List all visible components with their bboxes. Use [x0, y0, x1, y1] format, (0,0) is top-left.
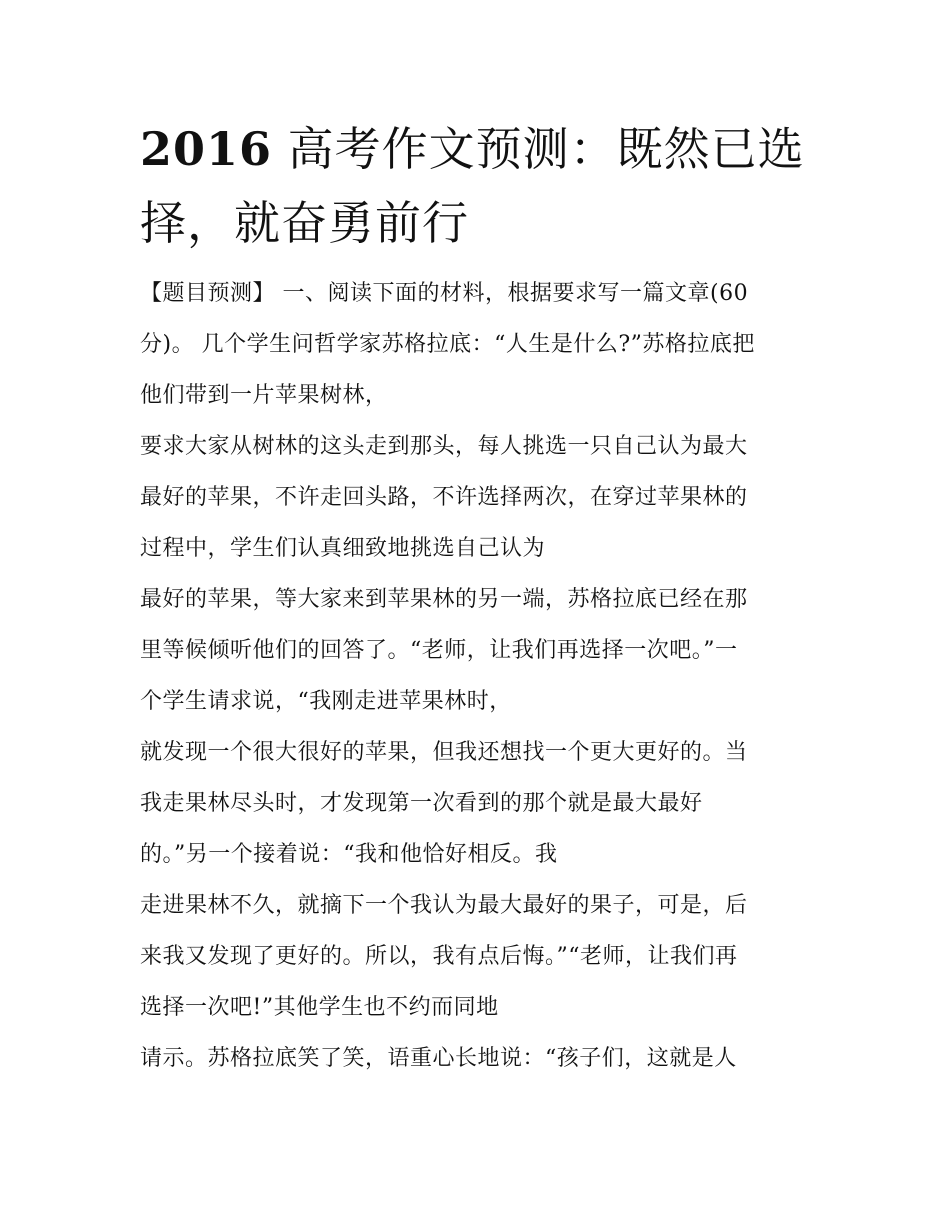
- body-line: 【题目预测】 一、阅读下面的材料，根据要求写一篇文章(60: [140, 281, 749, 306]
- body-line: 最好的苹果，不许走回头路，不许选择两次，在穿过苹果林的: [140, 485, 748, 510]
- body-line: 最好的苹果，等大家来到苹果林的另一端，苏格拉底已经在那: [140, 587, 748, 612]
- document-body: [140, 268, 812, 1084]
- body-line: 过程中，学生们认真细致地挑选自己认为: [140, 536, 546, 561]
- body-line: 分)。 几个学生问哲学家苏格拉底：“人生是什么?”苏格拉底把: [140, 332, 755, 357]
- body-line: 选择一次吧!”其他学生也不约而同地: [140, 995, 499, 1020]
- body-line: 里等候倾听他们的回答了。“老师，让我们再选择一次吧。”一: [140, 638, 738, 663]
- body-line: 个学生请求说，“我刚走进苹果林时，: [140, 689, 512, 714]
- document-title: [140, 112, 812, 260]
- document-page: [140, 112, 812, 1084]
- body-line: 我走果林尽头时，才发现第一次看到的那个就是最大最好: [140, 791, 703, 816]
- body-line: 请示。苏格拉底笑了笑，语重心长地说：“孩子们，这就是人: [140, 1046, 737, 1071]
- body-line: 他们带到一片苹果树林，: [140, 383, 388, 408]
- title-line-1: [140, 112, 812, 186]
- body-line: 要求大家从树林的这头走到那头，每人挑选一只自己认为最大: [140, 434, 748, 459]
- body-line: 的。”另一个接着说：“我和他恰好相反。我: [140, 842, 558, 867]
- body-line: 走进果林不久，就摘下一个我认为最大最好的果子，可是，后: [140, 893, 748, 918]
- body-line: 就发现一个很大很好的苹果，但我还想找一个更大更好的。当: [140, 740, 748, 765]
- title-year: 2016: [140, 122, 273, 176]
- title-text-1: 高考作文预测：既然已选: [287, 122, 805, 176]
- body-line: 来我又发现了更好的。所以，我有点后悔。”“老师，让我们再: [140, 944, 738, 969]
- title-line-2: 择，就奋勇前行: [140, 196, 469, 250]
